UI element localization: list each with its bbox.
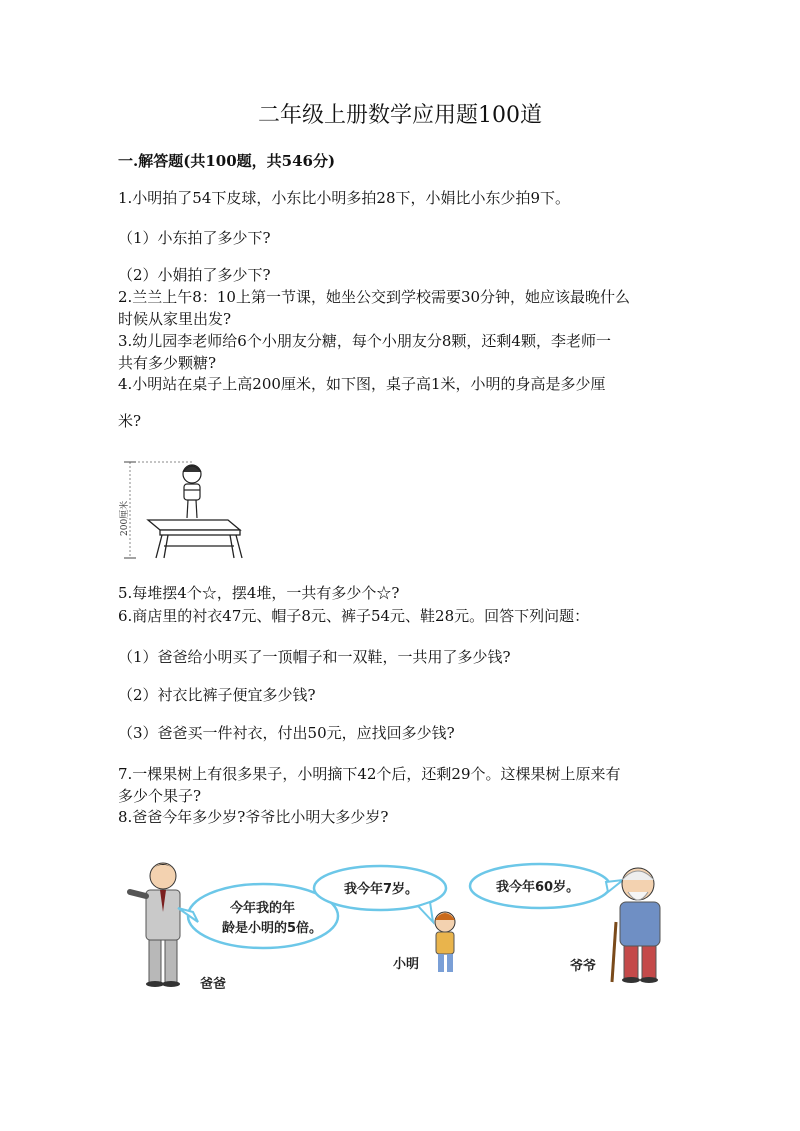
question-5: 5.每堆摆4个☆，摆4堆，一共有多少个☆? <box>118 584 400 602</box>
dad-speech-bubble <box>178 884 338 948</box>
table-icon <box>148 520 242 558</box>
boy-icon <box>183 465 201 518</box>
question-6-part-2: （2）衬衣比裤子便宜多少钱? <box>118 686 316 704</box>
xiaoming-icon <box>435 912 455 972</box>
question-3-line-1: 3.幼儿园李老师给6个小朋友分糖，每个小朋友分8颗，还剩4颗，李老师一 <box>118 332 611 350</box>
question-6-part-3: （3）爸爸买一件衬衣，付出50元，应找回多少钱? <box>118 724 455 742</box>
grandpa-speech-bubble <box>470 864 623 908</box>
question-4-line-2: 米? <box>118 412 142 430</box>
question-2-line-2: 时候从家里出发? <box>118 310 232 328</box>
grandpa-label: 爷爷 <box>570 959 597 974</box>
question-1: 1.小明拍了54下皮球，小东比小明多拍28下，小娟比小东少拍9下。 <box>118 189 571 207</box>
question-3-line-2: 共有多少颗糖? <box>118 354 217 372</box>
question-8: 8.爸爸今年多少岁?爷爷比小明大多少岁? <box>118 808 389 826</box>
question-6: 6.商店里的衬衣47元、帽子8元、裤子54元、鞋28元。回答下列问题： <box>118 607 590 625</box>
grandpa-icon <box>612 868 660 983</box>
question-6-part-1: （1）爸爸给小明买了一顶帽子和一双鞋，一共用了多少钱? <box>118 648 511 666</box>
grandpa-bubble-text: 我今年60岁。 <box>496 880 580 895</box>
dad-bubble-line-2: 龄是小明的5倍。 <box>222 921 323 936</box>
question-2-line-1: 2.兰兰上午8：10上第一节课，她坐公交到学校需要30分钟，她应该最晚什么 <box>118 288 631 306</box>
ming-label: 小明 <box>393 957 420 972</box>
question-7-line-1: 7.一棵果树上有很多果子，小明摘下42个后，还剩29个。这棵果树上原来有 <box>118 765 621 783</box>
family-age-figure <box>118 850 678 1000</box>
page-title: 二年级上册数学应用题100道 <box>258 103 542 128</box>
question-7-line-2: 多少个果子? <box>118 787 202 805</box>
height-label: 200厘米 <box>120 500 130 536</box>
question-1-part-2: （2）小娟拍了多少下? <box>118 266 271 284</box>
boy-on-table-figure <box>118 458 248 563</box>
section-heading: 一.解答题(共100题，共546分) <box>118 152 336 170</box>
question-1-part-1: （1）小东拍了多少下? <box>118 229 271 247</box>
dad-label: 爸爸 <box>200 977 227 992</box>
dad-icon <box>130 863 180 987</box>
dad-bubble-line-1: 今年我的年 <box>230 901 296 916</box>
ming-bubble-text: 我今年7岁。 <box>344 882 419 897</box>
question-4-line-1: 4.小明站在桌子上高200厘米，如下图，桌子高1米，小明的身高是多少厘 <box>118 375 606 393</box>
